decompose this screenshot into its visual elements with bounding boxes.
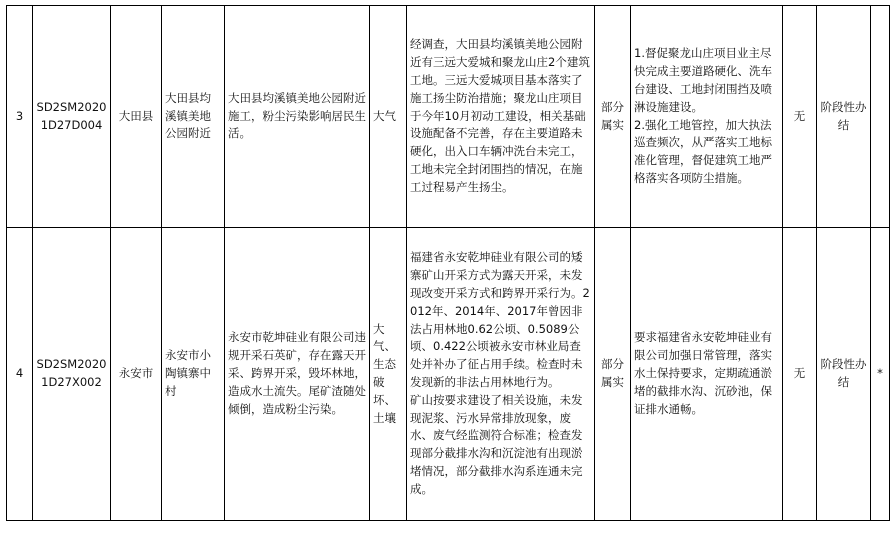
mark: * bbox=[871, 228, 890, 521]
location: 永安市小陶镇寨中村 bbox=[162, 228, 225, 521]
investigation-result: 经调查，大田县均溪镇美地公园附近有三远大爱城和聚龙山庄2个建筑工地。三远大爱城项目基本落实了施工扬尘防治措施；聚龙山庄项目于今年10月初动工建设，相关基础设施配备不完善，存在主要道路未硬化，出入口车辆冲洗台未完工，工地未完全封闭围挡的情况，在施工过程易产生扬尘。 bbox=[407, 6, 595, 228]
rectification: 1.督促聚龙山庄项目业主尽快完成主要道路硬化、洗车台建设、工地封闭围挡及喷淋设施建设。 2.强化工地管控，加大执法巡查频次，从严落实工地标准化管理，督促建筑工地严格落实各项防尘措施。 bbox=[631, 6, 783, 228]
investigation-result: 福建省永安乾坤硅业有限公司的矮寨矿山开采方式为露天开采，未发现改变开采方式和跨界开采行为。2012年、2014年、2017年曾因非法占用林地0.62公顷、0.5089公顷、0.422公顷被永安市林业局查处并补办了征占用手续。检查时未发现新的非法占用林地行为。 矿山按要求建设了相关设施，未发现泥浆、污水异常排放现象，废水、废气经监测符合标准；检查发现部分截排水沟和沉淀池有出现淤堵情况，部分截排水沟系连通未完成。 bbox=[407, 228, 595, 521]
region: 永安市 bbox=[111, 228, 162, 521]
rectification: 要求福建省永安乾坤硅业有限公司加强日常管理，落实水土保持要求，定期疏通淤堵的截排水沟、沉砂池，保证排水通畅。 bbox=[631, 228, 783, 521]
accountability: 无 bbox=[783, 228, 817, 521]
region: 大田县 bbox=[111, 6, 162, 228]
complaint-content: 大田县均溪镇美地公园附近施工，粉尘污染影响居民生活。 bbox=[225, 6, 370, 228]
verdict: 部分属实 bbox=[595, 6, 631, 228]
complaint-content: 永安市乾坤硅业有限公司违规开采石英矿，存在露天开采、跨界开采，毁坏林地，造成水土流失。尾矿渣随处倾倒，造成粉尘污染。 bbox=[225, 228, 370, 521]
row-number: 4 bbox=[7, 228, 33, 521]
case-code: SD2SM20201D27D004 bbox=[33, 6, 111, 228]
table-row bbox=[7, 6, 890, 228]
location: 大田县均溪镇美地公园附近 bbox=[162, 6, 225, 228]
complaint-table bbox=[6, 5, 890, 521]
pollution-type: 大气、生态破坏、土壤 bbox=[370, 228, 407, 521]
status: 阶段性办结 bbox=[817, 6, 871, 228]
accountability: 无 bbox=[783, 6, 817, 228]
verdict: 部分属实 bbox=[595, 228, 631, 521]
pollution-type: 大气 bbox=[370, 6, 407, 228]
row-number: 3 bbox=[7, 6, 33, 228]
table-row bbox=[7, 228, 890, 521]
mark bbox=[871, 6, 890, 228]
status: 阶段性办结 bbox=[817, 228, 871, 521]
case-code: SD2SM20201D27X002 bbox=[33, 228, 111, 521]
